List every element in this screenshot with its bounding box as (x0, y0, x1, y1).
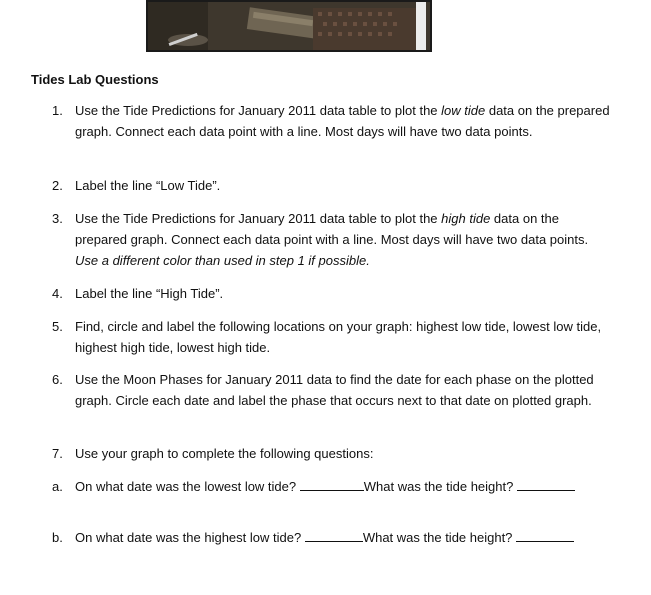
sub-question-prompt: On what date was the lowest low tide? (75, 479, 297, 494)
date-answer-blank[interactable] (305, 529, 363, 542)
question-text-segment: Find, circle and label the following locations on your graph: highest low tide, lowest low tide, highest high tide, lowest high tide. (75, 319, 602, 355)
question-number: 3. (52, 211, 63, 226)
date-answer-blank[interactable] (300, 478, 364, 491)
tide-photo (146, 0, 432, 52)
question-text-segment: Use your graph to complete the following questions: (75, 446, 374, 461)
height-answer-blank[interactable] (517, 478, 575, 491)
question-number: 7. (52, 446, 63, 461)
question-text (75, 316, 612, 358)
question-item (52, 316, 612, 358)
question-item (52, 100, 612, 142)
question-text-segment: Use the Tide Predictions for January 2011 data table to plot the (75, 211, 442, 226)
sub-question-text (75, 476, 642, 497)
question-number: 5. (52, 319, 63, 334)
emphasis-text: low tide (441, 103, 486, 118)
question-number: 6. (52, 372, 63, 387)
question-item (52, 175, 612, 196)
sub-question-text (75, 527, 642, 548)
emphasis-text: high tide (441, 211, 491, 226)
question-item (52, 208, 612, 271)
sub-question-prompt: On what date was the highest low tide? (75, 530, 302, 545)
question-text-segment: Use the Tide Predictions for January 2011 data table to plot the (75, 103, 442, 118)
question-text (75, 283, 612, 304)
question-text (75, 443, 612, 464)
sub-question-letter: a. (52, 479, 63, 494)
question-text-segment: Label the line “High Tide”. (75, 286, 224, 301)
sub-question-followup: What was the tide height? (363, 479, 514, 494)
sub-question-item (52, 527, 642, 548)
question-text-segment: Label the line “Low Tide”. (75, 178, 221, 193)
sub-question-item (52, 476, 642, 497)
question-text (75, 100, 612, 142)
question-item (52, 283, 612, 304)
question-number: 2. (52, 178, 63, 193)
question-text (75, 369, 612, 411)
height-answer-blank[interactable] (516, 529, 574, 542)
question-text-segment: data on the prepared graph. Connect each data point with a line. Most days will have two data points. (75, 211, 589, 247)
section-heading: Tides Lab Questions (31, 72, 159, 87)
question-text-segment: Use the Moon Phases for January 2011 data to find the date for each phase on the plotted graph. Circle each date and label the phase that occurs next to that date on plotted graph. (75, 372, 594, 408)
dock-photo-image (148, 2, 430, 50)
question-number: 4. (52, 286, 63, 301)
sub-question-letter: b. (52, 530, 63, 545)
sub-question-followup: What was the tide height? (362, 530, 513, 545)
question-item (52, 443, 612, 464)
question-text-segment: data on the prepared graph. Connect each data point with a line. Most days will have two data points. (75, 103, 610, 139)
question-text (75, 175, 612, 196)
question-text (75, 208, 612, 271)
question-number: 1. (52, 103, 63, 118)
question-item (52, 369, 612, 411)
emphasis-text: Use a different color than used in step 1 if possible. (75, 253, 370, 268)
